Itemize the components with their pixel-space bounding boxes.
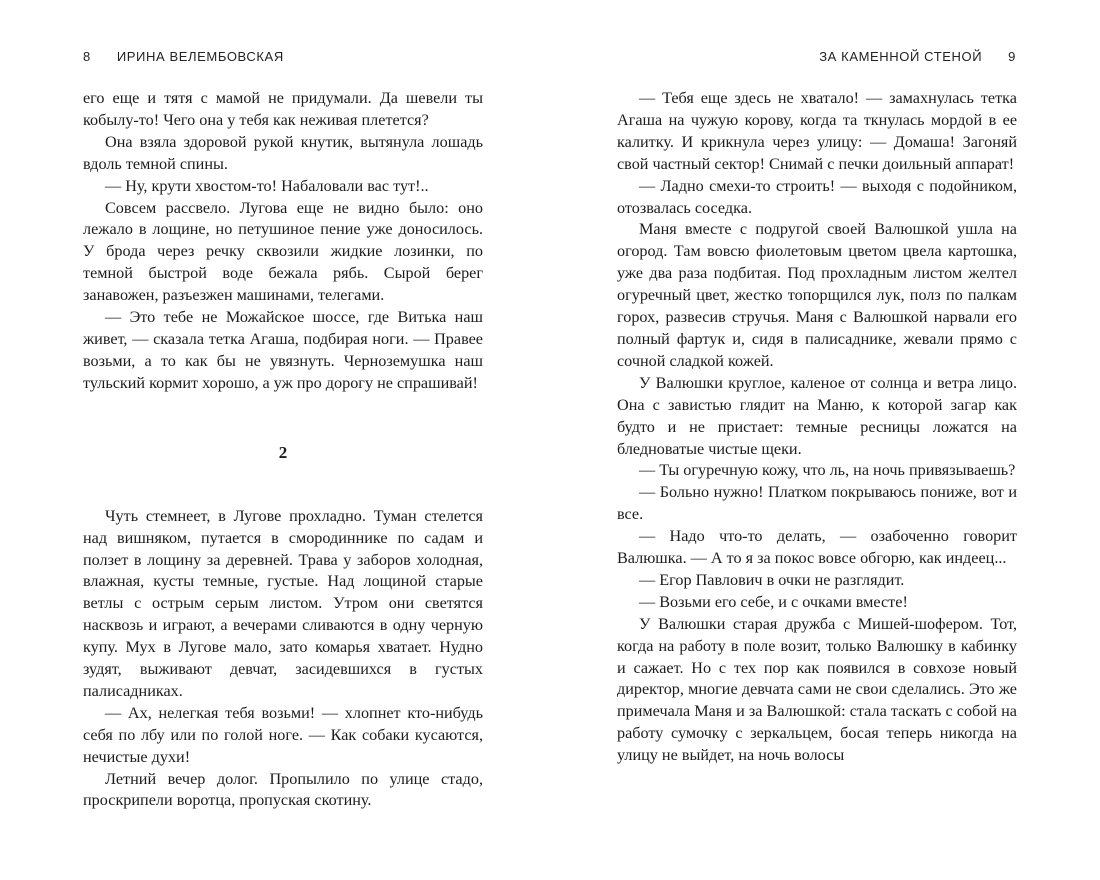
paragraph: Маня вместе с подругой своей Валюшкой ушла на огород. Там вовсю фиолетовым цветом цвела картошка, уже два раза подбитая. Под прохладным листом желтел огуречный цвет, жестко топорщился лук, полз по палкам горох, развесив стручья. Маня с Валюшкой нарвали его полный фартук и, сидя в палисаднике, жевали прямо с сочной сладкой кожей. [617, 220, 1017, 370]
page-number: 8 [83, 49, 91, 64]
paragraph: — Тебя еще здесь не хватало! — замахнулась тетка Агаша на чужую корову, когда та ткнулась мордой в ее калитку. И крикнула через улицу: — Домаша! Загоняй свой частный сектор! Снимай с печки доильный аппарат! [617, 89, 1017, 173]
paragraph: — Это тебе не Можайское шоссе, где Витька наш живет, — сказала тетка Агаша, подбирая ноги. — Правее возьми, а то как бы не увязнуть. Черноземушка наш тульский кормит хорошо, а уж про дорогу не спрашивай! [83, 308, 483, 392]
paragraph: — Больно нужно! Платком покрываюсь пониже, вот и все. [617, 483, 1017, 524]
paragraph: У Валюшки старая дружба с Мишей-шофером. Тот, когда на работу в поле возит, только Валюшку в кабинку и сажает. Но с тех пор как появился в совхозе новый директор, многие девчата сами не свои сделались. Это же примечала Маня и за Валюшкой: стала таскать с собой на работу сумочку с зеркальцем, босая теперь никогда на улицу не выйдет, на ночь волосы [617, 614, 1017, 765]
paragraph: — Ах, нелегкая тебя возьми! — хлопнет кто-нибудь себя по лбу или по голой ноге. — Как собаки кусаются, нечистые духи! [83, 703, 483, 766]
paragraph: — Ну, крути хвостом-то! Набаловали вас тут!.. [105, 176, 429, 195]
right-text-column [617, 88, 1017, 767]
paragraph: — Ладно смехи-то строить! — выходя с подойником, отозвалась соседка. [617, 176, 1017, 217]
page-number: 9 [1008, 49, 1016, 64]
author-name: ИРИНА ВЕЛЕМБОВСКАЯ [116, 49, 284, 64]
paragraph: Чуть стемнеет, в Лугове прохладно. Туман стелется над вишняком, путается в смородиннике по садам и ползет в лощину за деревней. Трава у заборов холодная, влажная, кусты темные, густые. Над лощиной старые ветлы с острым серым листом. Утром они светятся насквозь и играют, а вечерами сливаются в одну черную купу. Мух в Лугове мало, зато комарья хватает. Нудно зудят, выживают девчат, засидевшихся в густых палисадниках. [83, 506, 483, 700]
paragraph: — Ты огуречную кожу, что ль, на ночь привязываешь? [639, 461, 1016, 480]
right-running-head [819, 49, 1016, 69]
book-title: ЗА КАМЕННОЙ СТЕНОЙ [819, 49, 983, 64]
chapter-number: 2 [278, 442, 288, 462]
paragraph: У Валюшки круглое, каленое от солнца и ветра лицо. Она с завистью глядит на Маню, к которой загар как будто и не пристает: темные ресницы ложатся на бледноватые чистые щеки. [617, 373, 1017, 458]
paragraph: Она взяла здоровой рукой кнутик, вытянула лошадь вдоль темной спины. [83, 132, 483, 173]
paragraph: — Надо что-то делать, — озабоченно говорит Валюшка. — А то я за покос вовсе обгорю, как индеец... [617, 527, 1017, 568]
right-page [550, 0, 1100, 880]
paragraph: — Возьми его себе, и с очками вместе! [639, 592, 908, 611]
paragraph: его еще и тятя с мамой не придумали. Да шевели ты кобылу-то! Чего она у тебя как неживая плетется? [83, 89, 483, 129]
paragraph: Совсем рассвело. Лугова еще не видно было: оно лежало в лощине, но петушиное пение уже доносилось. У брода через речку сквозили жидкие лозинки, по темной быстрой воде бежала рябь. Сырой берег занавожен, разъезжен машинами, телегами. [83, 198, 483, 305]
paragraph: — Егор Павлович в очки не разглядит. [639, 570, 905, 589]
left-running-head [83, 49, 284, 69]
paragraph: Летний вечер долог. Пропылило по улице стадо, проскрипели воротца, пропуская скотину. [83, 769, 483, 810]
left-text-column [83, 88, 483, 812]
